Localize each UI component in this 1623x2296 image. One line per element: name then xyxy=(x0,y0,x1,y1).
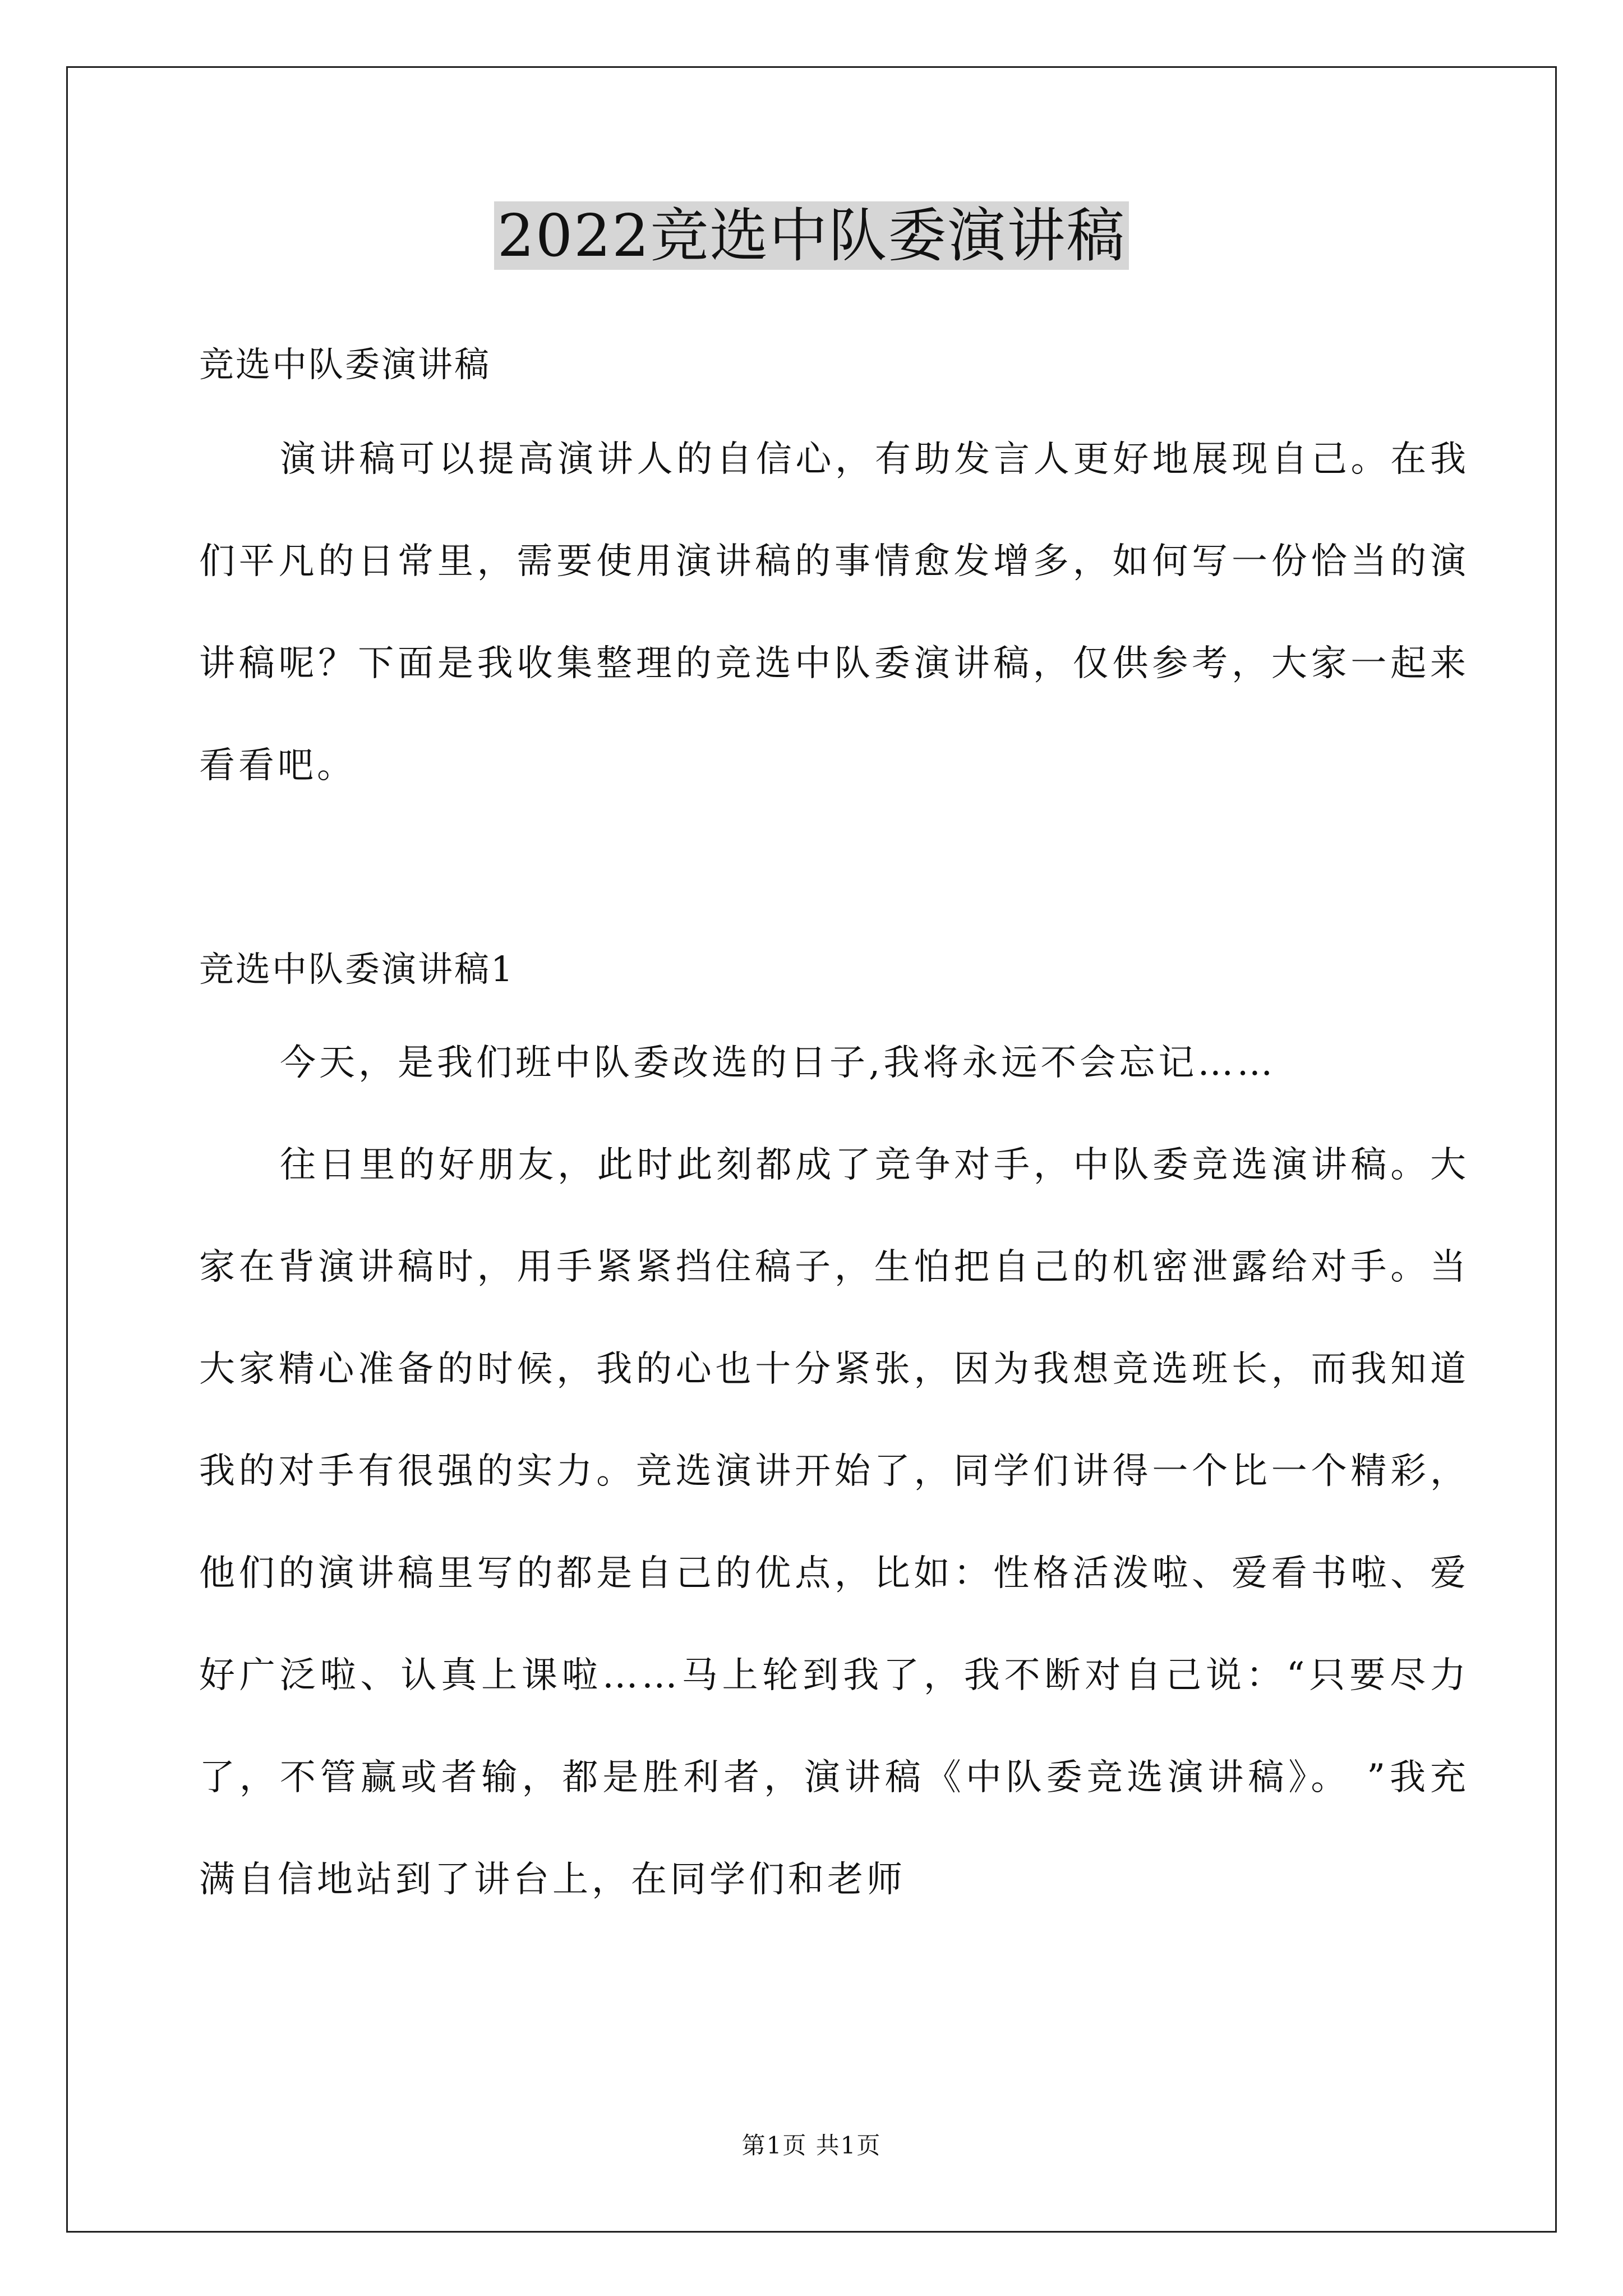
page-footer: 第1页 共1页 xyxy=(741,2132,882,2159)
section-paragraph: 今天，是我们班中队委改选的日子,我将永远不会忘记…… xyxy=(280,1042,1276,1084)
document-title-text: 2022竞选中队委演讲稿 xyxy=(494,201,1129,270)
document-title xyxy=(0,196,1623,275)
intro-paragraph: 演讲稿可以提高演讲人的自信心，有助发言人更好地展现自己。在我们平凡的日常里，需要使用演讲稿的事情愈发增多，如何写一份恰当的演讲稿呢？下面是我收集整理的竞选中队委演讲稿，仅供参考，大家一起来看看吧。 xyxy=(199,439,1469,786)
document-body xyxy=(199,342,1469,1931)
section-paragraph: 往日里的好朋友，此时此刻都成了竞争对手，中队委竞选演讲稿。大家在背演讲稿时，用手紧紧挡住稿子，生怕把自己的机密泄露给对手。当大家精心准备的时候，我的心也十分紧张，因为我想竞选班长，而我知道我的对手有很强的实力。竞选演讲开始了，同学们讲得一个比一个精彩，他们的演讲稿里写的都是自己的优点，比如：性格活泼啦、爱看书啦、爱好广泛啦、认真上课啦……马上轮到我了，我不断对自己说：“只要尽力了，不管赢或者输，都是胜利者，演讲稿《中队委竞选演讲稿》。 ”我充满自信地站到了讲台上，在同学们和老师 xyxy=(199,1144,1469,1901)
section-heading: 竞选中队委演讲稿1 xyxy=(199,949,515,990)
intro-heading: 竞选中队委演讲稿 xyxy=(199,344,491,385)
